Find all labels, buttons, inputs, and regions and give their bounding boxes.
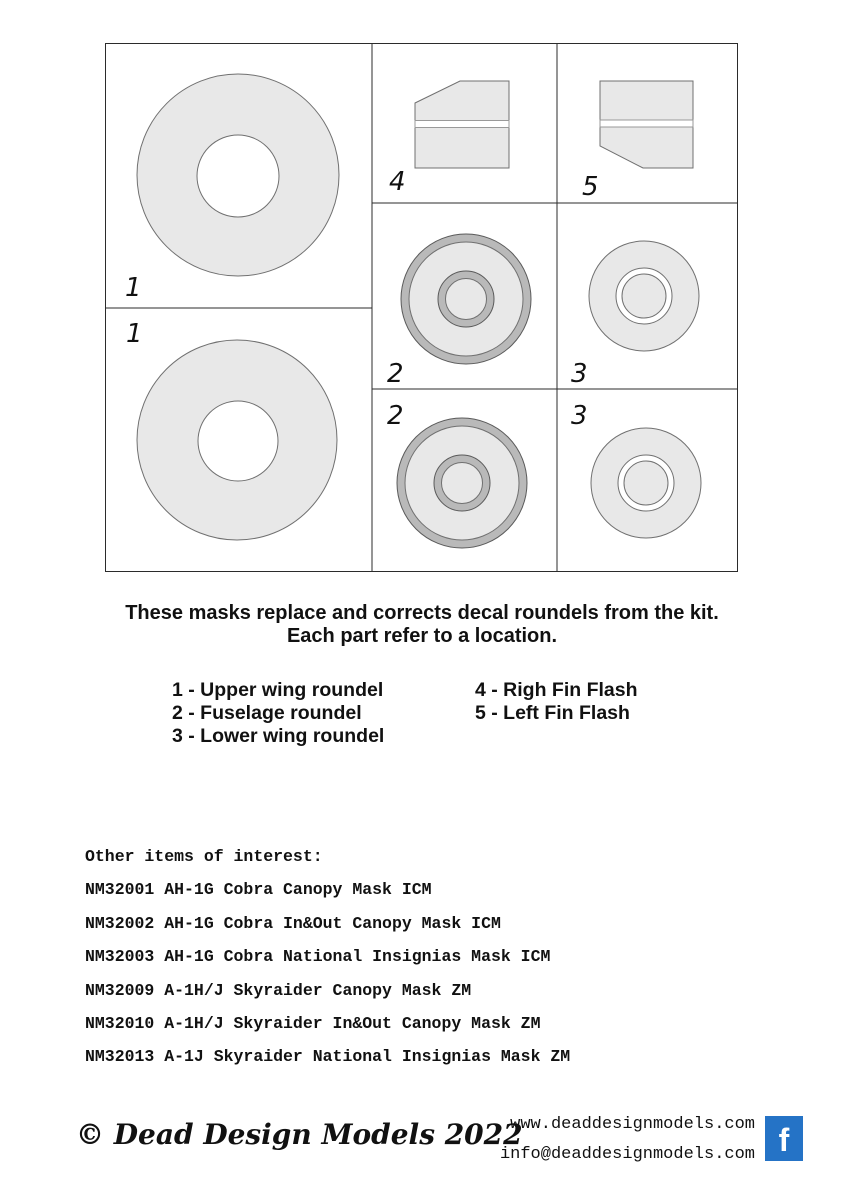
- list-item: NM32010 A-1H/J Skyraider In&Out Canopy Mask ZM: [85, 1014, 541, 1034]
- intro-line-1: These masks replace and corrects decal roundels from the kit.: [125, 602, 719, 624]
- legend-item-upper-wing: 1 - Upper wing roundel: [172, 679, 384, 701]
- legend-item-lower-wing: 3 - Lower wing roundel: [172, 725, 385, 747]
- list-item: NM32009 A-1H/J Skyraider Canopy Mask ZM: [85, 980, 472, 1000]
- website-text: www.deaddesignmodels.com: [510, 1115, 755, 1134]
- left-fin-flash-stripe: [600, 120, 693, 127]
- legend-column-right: [475, 679, 638, 725]
- intro-text: [0, 602, 844, 648]
- list-item: NM32001 AH-1G Cobra Canopy Mask ICM: [85, 880, 432, 900]
- part-number-label: 1: [126, 319, 143, 349]
- legend-column-left: [172, 679, 384, 748]
- other-items-list: [85, 840, 570, 1074]
- facebook-icon: [765, 1116, 803, 1161]
- contact-block: [500, 1110, 755, 1170]
- legend-item-fuselage: 2 - Fuselage roundel: [172, 702, 362, 724]
- lower-wing-roundel-center-bottom: [624, 461, 668, 505]
- fuselage-roundel-center-top: [446, 279, 487, 320]
- copyright-text: © Dead Design Models 2022: [76, 1118, 523, 1151]
- list-item: NM32002 AH-1G Cobra In&Out Canopy Mask ICM: [85, 913, 501, 933]
- part-number-label: 2: [387, 401, 404, 431]
- intro-line-2: Each part refer to a location.: [286, 625, 558, 647]
- list-item: NM32003 AH-1G Cobra National Insignias Mask ICM: [85, 947, 551, 967]
- legend-item-right-fin: 4 - Righ Fin Flash: [475, 679, 638, 701]
- fuselage-roundel-center-bottom: [442, 463, 483, 504]
- part-number-label: 3: [571, 359, 588, 389]
- part-number-label: 2: [387, 359, 404, 389]
- part-number-label: 4: [389, 167, 406, 197]
- right-fin-flash-stripe: [415, 121, 509, 128]
- email-text: info@deaddesignmodels.com: [499, 1145, 755, 1164]
- legend-item-left-fin: 5 - Left Fin Flash: [475, 702, 630, 724]
- facebook-icon-letter: f: [778, 1122, 790, 1158]
- list-item: NM32013 A-1J Skyraider National Insignias Mask ZM: [85, 1047, 571, 1067]
- part-number-label: 1: [125, 273, 142, 303]
- upper-wing-roundel-hole-bottom: [198, 401, 278, 481]
- lower-wing-roundel-center-top: [622, 274, 666, 318]
- part-number-label: 5: [582, 172, 599, 202]
- mask-sheet-diagram: [105, 43, 738, 572]
- other-items-heading: Other items of interest:: [85, 847, 323, 866]
- upper-wing-roundel-hole-top: [197, 135, 279, 217]
- part-number-label: 3: [571, 401, 588, 431]
